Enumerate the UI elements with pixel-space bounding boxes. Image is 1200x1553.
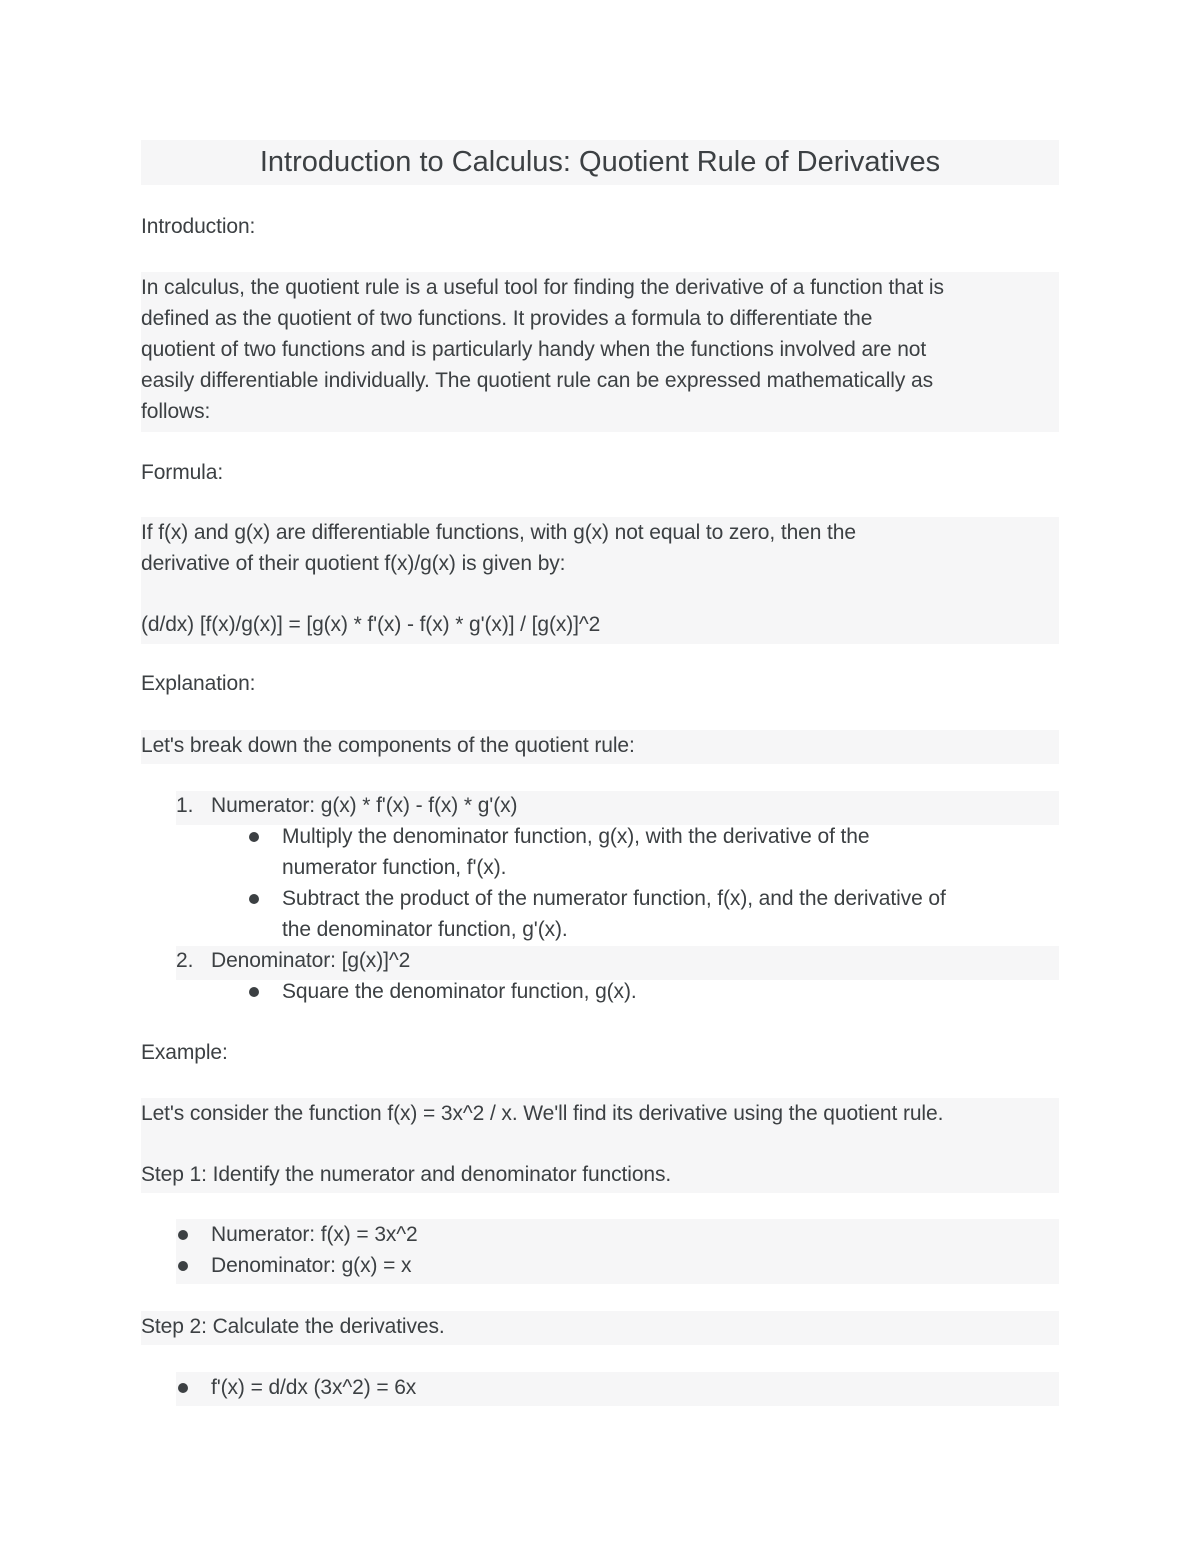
list-item-line: numerator function, f'(x).	[282, 856, 507, 879]
list-item-line: Multiply the denominator function, g(x), with the derivative of the	[282, 825, 870, 848]
list-item-line: Square the denominator function, g(x).	[282, 980, 637, 1003]
intro-line: follows:	[141, 400, 211, 423]
formula-block	[141, 517, 1059, 644]
list-item-line: the denominator function, g'(x).	[282, 918, 568, 941]
list-item	[282, 821, 869, 883]
list-item: f'(x) = d/dx (3x^2) = 6x	[211, 1376, 417, 1399]
introduction-heading: Introduction:	[141, 215, 256, 238]
bullet-icon	[249, 894, 259, 904]
formula-line: derivative of their quotient f(x)/g(x) is given by:	[141, 552, 566, 575]
component-label-denominator: Denominator: [g(x)]^2	[211, 949, 411, 972]
list-item	[282, 976, 637, 1007]
bullet-icon	[178, 1230, 188, 1240]
example-intro: Let's consider the function f(x) = 3x^2 / x. We'll find its derivative using the quotient rule.	[141, 1102, 944, 1125]
intro-line: easily differentiable individually. The quotient rule can be expressed mathematically as	[141, 369, 933, 392]
formula-heading: Formula:	[141, 461, 224, 484]
component-label-numerator: Numerator: g(x) * f'(x) - f(x) * g'(x)	[211, 794, 518, 817]
intro-line: defined as the quotient of two functions. It provides a formula to differentiate the	[141, 307, 873, 330]
explanation-intro: Let's break down the components of the quotient rule:	[141, 730, 1059, 764]
bullet-icon	[178, 1261, 188, 1271]
step-2: Step 2: Calculate the derivatives.	[141, 1311, 1059, 1345]
introduction-paragraph	[141, 272, 1059, 432]
list-item	[282, 883, 946, 945]
bullet-icon	[249, 832, 259, 842]
step-1: Step 1: Identify the numerator and denominator functions.	[141, 1163, 672, 1186]
formula-expression: (d/dx) [f(x)/g(x)] = [g(x) * f'(x) - f(x) * g'(x)] / [g(x)]^2	[141, 613, 601, 636]
intro-line: In calculus, the quotient rule is a useful tool for finding the derivative of a function that is	[141, 276, 944, 299]
example-heading: Example:	[141, 1041, 228, 1064]
list-item: Numerator: f(x) = 3x^2	[211, 1223, 418, 1246]
list-number: 1.	[176, 794, 194, 817]
list-item-line: Subtract the product of the numerator function, f(x), and the derivative of	[282, 887, 946, 910]
intro-line: quotient of two functions and is particularly handy when the functions involved are not	[141, 338, 927, 361]
example-block	[141, 1098, 1059, 1193]
page-title: Introduction to Calculus: Quotient Rule of Derivatives	[141, 140, 1059, 185]
list-number: 2.	[176, 949, 194, 972]
bullet-icon	[178, 1383, 188, 1393]
list-item: Denominator: g(x) = x	[211, 1254, 412, 1277]
formula-line: If f(x) and g(x) are differentiable functions, with g(x) not equal to zero, then the	[141, 521, 856, 544]
bullet-icon	[249, 987, 259, 997]
explanation-heading: Explanation:	[141, 672, 256, 695]
